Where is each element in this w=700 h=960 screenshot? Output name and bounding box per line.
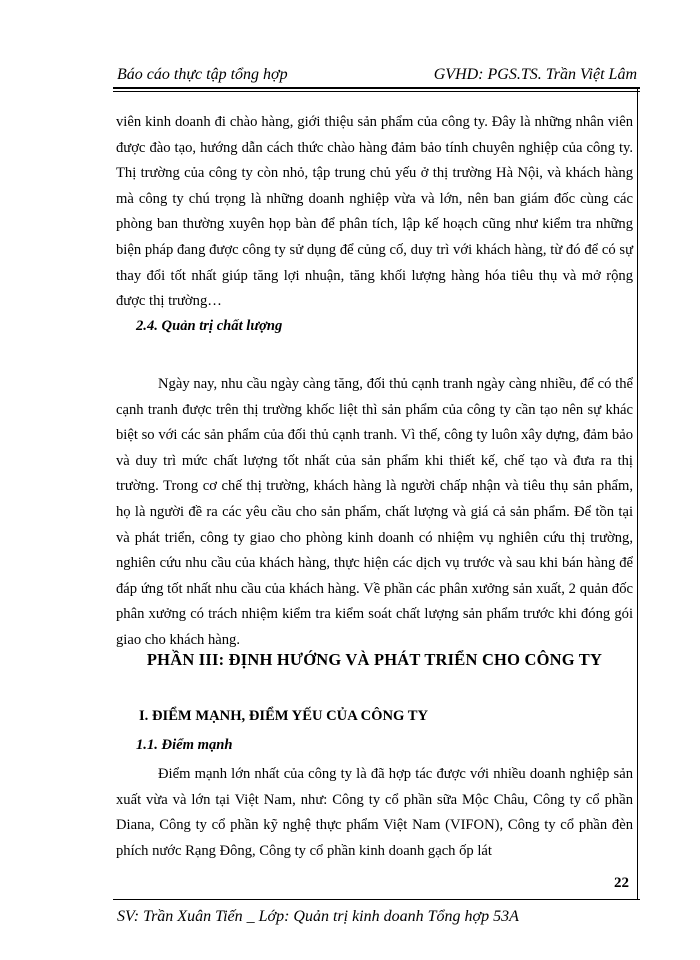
header-rule [113,87,640,92]
part-title: PHẦN III: ĐỊNH HƯỚNG VÀ PHÁT TRIỂN CHO CÔNG TY [146,650,603,669]
footer-rule [113,899,640,900]
paragraph-text: Điểm mạnh lớn nhất của công ty là đã hợp tác được với nhiều doanh nghiệp sản xuất vừa và lớn tại Việt Nam, như: Công ty cổ phần sữa Mộc Châu, Công ty cổ phần Diana, Công ty cổ phần kỹ nghệ thực phẩm Việt Nam (VIFON), Công ty cổ phần đèn phích nước Rạng Đông, Công ty cổ phần kinh doanh gạch ốp lát [116,766,633,859]
paragraph-quality [116,372,633,654]
subheading-quality-management: 2.4. Quản trị chất lượng [136,318,283,334]
paragraph-text: Ngày nay, nhu cầu ngày càng tăng, đối thủ cạnh tranh ngày càng nhiều, để có thể cạnh tranh được trên thị trường khốc liệt thì sản phẩm của công ty cần tạo nên sự khác biệt so với các sản phẩm của đối thủ cạnh tranh. Vì thế, công ty luôn xây dựng, đảm bảo và duy trì mức chất lượng tốt nhất của sản phẩm khi thiết kế, chế tạo và đưa ra thị trường. Trong cơ chế thị trường, khách hàng là người chấp nhận và tiêu thụ sản phẩm, họ là người đề ra các yêu cầu cho sản phẩm, chất lượng và giá cả sản phẩm. Để tồn tại và phát triển, công ty giao cho phòng kinh doanh có nhiệm vụ nghiên cứu thị trường, nghiên cứu nhu cầu của khách hàng, thực hiện các dịch vụ trước và sau khi bán hàng để đáp ứng tốt nhất nhu cầu của khách hàng. Về phần các phân xưởng sản xuất, 2 quản đốc phân xưởng có trách nhiệm kiểm tra kiểm soát chất lượng sản phẩm trước khi đóng gói giao cho khách hàng. [116,376,633,648]
page-header [117,56,637,86]
paragraph-strengths [116,762,633,864]
paragraph-text: viên kinh doanh đi chào hàng, giới thiệu sản phẩm của công ty. Đây là những nhân viên được đào tạo, hướng dẫn cách thức chào hàng đảm bảo tính chuyên nghiệp của công ty. Thị trường của công ty còn nhỏ, tập trung chủ yếu ở thị trường Hà Nội, và khách hàng mà công ty chú trọng là những doanh nghiệp vừa và lớn, nên ban giám đốc cùng các phòng ban thường xuyên họp bàn để phân tích, lập kế hoạch cũng như kiểm tra những biện pháp đang được công ty sử dụng để củng cố, duy trì với khách hàng, từ đó để có sự thay đổi tốt nhất giúp tăng lợi nhuận, tăng khối lượng hàng hóa tiêu thụ và mở rộng được thị trường… [116,114,633,310]
page-footer: SV: Trần Xuân Tiến _ Lớp: Quản trị kinh doanh Tổng hợp 53A [117,908,519,925]
paragraph-sales-staff [116,110,633,315]
page-border-right [637,88,638,900]
header-supervisor: GVHD: PGS.TS. Trần Việt Lâm [433,66,637,83]
page-number: 22 [614,875,629,891]
subheading-strengths: 1.1. Điểm mạnh [136,737,233,753]
header-report-title: Báo cáo thực tập tổng hợp [117,66,288,83]
section-heading: I. ĐIỂM MẠNH, ĐIỂM YẾU CỦA CÔNG TY [139,708,429,724]
